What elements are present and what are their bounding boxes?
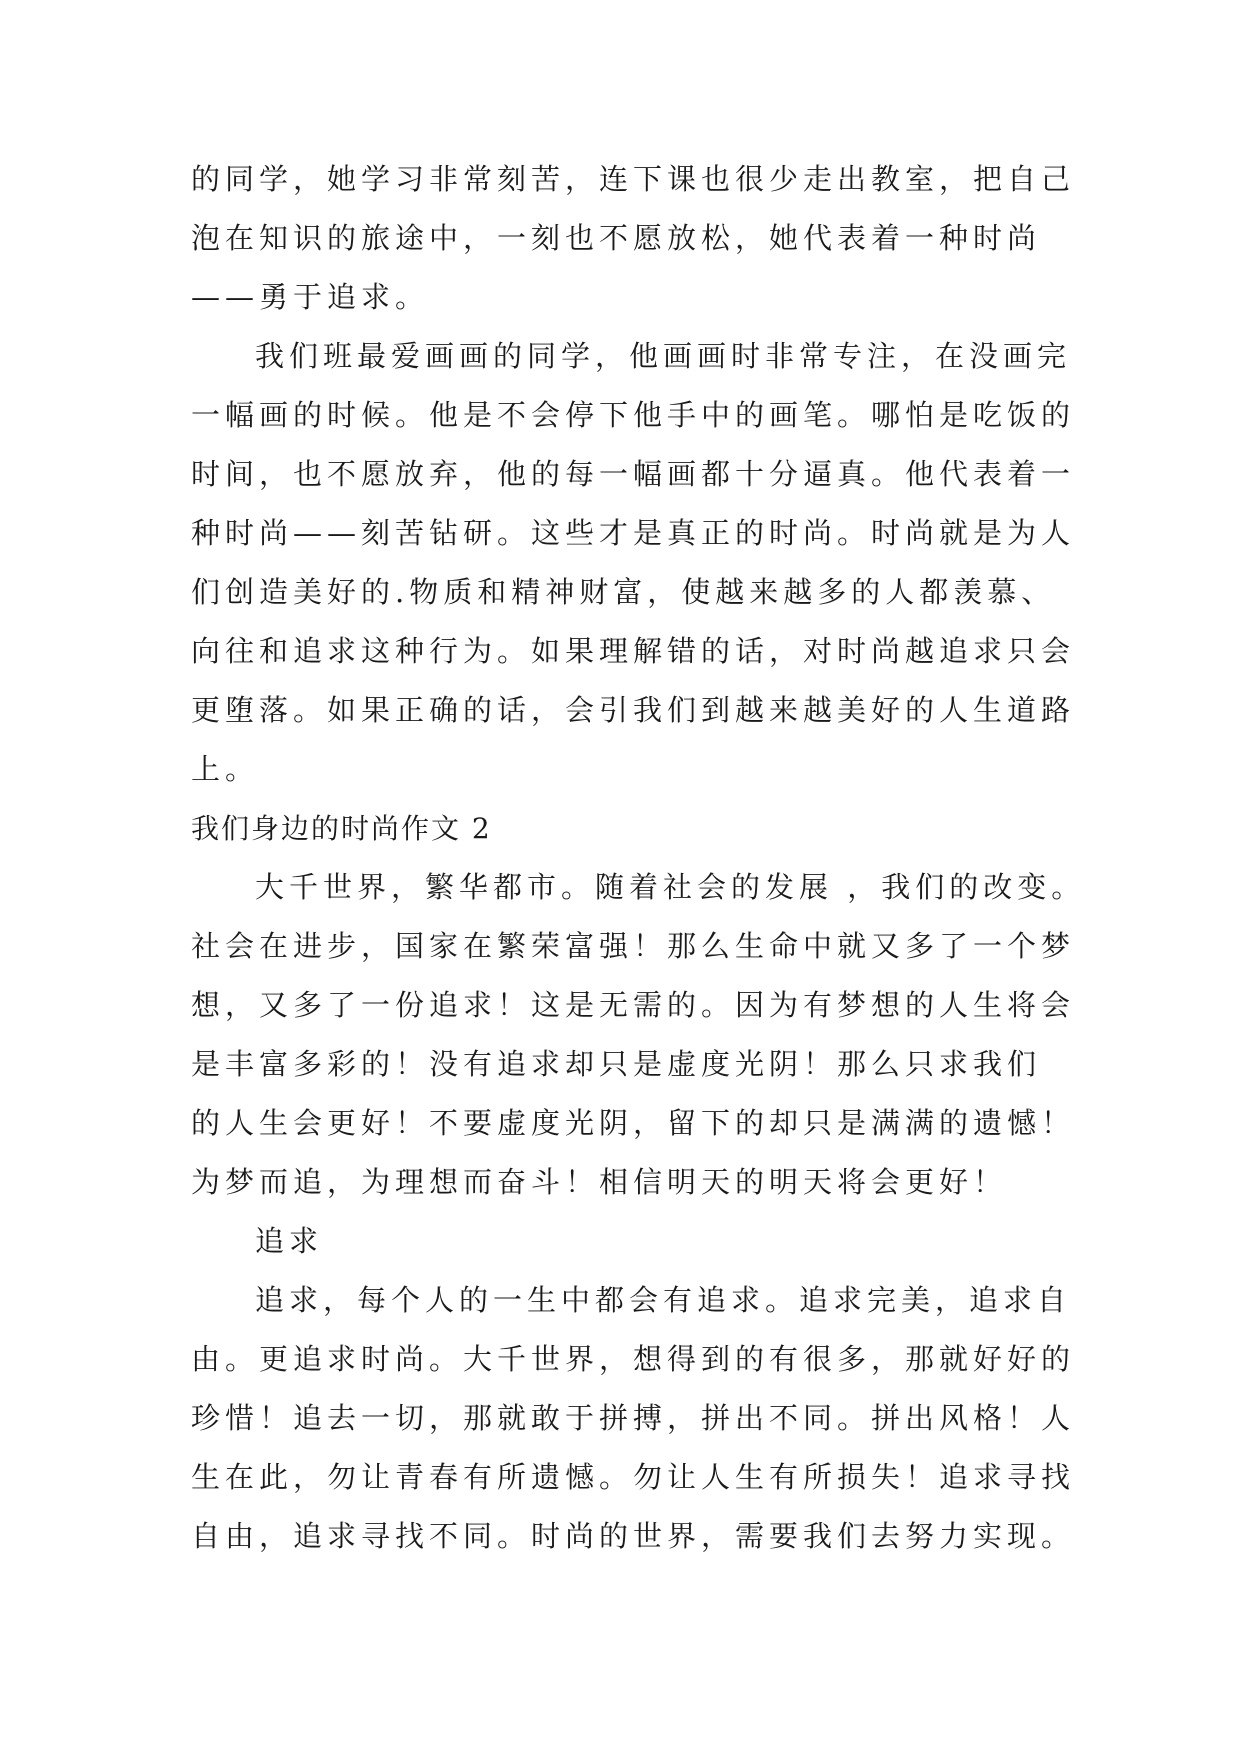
paragraph-2 bbox=[191, 327, 1076, 799]
text-line: 的同学，她学习非常刻苦，连下课也很少走出教室，把自己 bbox=[191, 162, 1076, 196]
text-line: 更堕落。如果正确的话，会引我们到越来越美好的人生道路 bbox=[191, 693, 1076, 727]
paragraph-3 bbox=[191, 858, 1086, 1212]
document-body bbox=[191, 150, 1086, 1566]
text-line: 种时尚——刻苦钻研。这些才是真正的时尚。时尚就是为人 bbox=[191, 516, 1076, 550]
text-line: 大千世界，繁华都市。随着社会的发展 ，我们的改变。 bbox=[255, 870, 1086, 904]
text-line: 我们班最爱画画的同学，他画画时非常专注，在没画完 bbox=[255, 339, 1072, 373]
text-line: 珍惜！追去一切，那就敢于拼搏，拼出不同。拼出风格！人 bbox=[191, 1401, 1076, 1435]
text-line: 们创造美好的.物质和精神财富，使越来越多的人都羡慕、 bbox=[191, 575, 1056, 609]
paragraph-4 bbox=[191, 1271, 1076, 1566]
text-line: 想，又多了一份追求！这是无需的。因为有梦想的人生将会 bbox=[191, 988, 1076, 1022]
text-line: 是丰富多彩的！没有追求却只是虚度光阴！那么只求我们 bbox=[191, 1047, 1042, 1081]
text-line: 生在此，勿让青春有所遗憾。勿让人生有所损失！追求寻找 bbox=[191, 1460, 1076, 1494]
text-line: 社会在进步，国家在繁荣富强！那么生命中就又多了一个梦 bbox=[191, 929, 1076, 963]
text-line: 向往和追求这种行为。如果理解错的话，对时尚越追求只会 bbox=[191, 634, 1076, 668]
text-line: 由。更追求时尚。大千世界，想得到的有很多，那就好好的 bbox=[191, 1342, 1076, 1376]
text-line: 泡在知识的旅途中，一刻也不愿放松，她代表着一种时尚 bbox=[191, 221, 1042, 255]
section-subtitle: 追求 bbox=[255, 1224, 324, 1258]
text-line: 时间，也不愿放弃，他的每一幅画都十分逼真。他代表着一 bbox=[191, 457, 1076, 491]
text-line: 一幅画的时候。他是不会停下他手中的画笔。哪怕是吃饭的 bbox=[191, 398, 1076, 432]
text-line: 自由，追求寻找不同。时尚的世界，需要我们去努力实现。 bbox=[191, 1519, 1076, 1553]
text-line: 追求，每个人的一生中都会有追求。追求完美，追求自 bbox=[255, 1283, 1072, 1317]
essay-heading: 我们身边的时尚作文 2 bbox=[191, 812, 492, 845]
text-line: 的人生会更好！不要虚度光阴，留下的却只是满满的遗憾！ bbox=[191, 1106, 1076, 1140]
text-line: ——勇于追求。 bbox=[191, 280, 430, 314]
text-line: 上。 bbox=[191, 752, 260, 786]
paragraph-1 bbox=[191, 150, 1076, 327]
text-line: 为梦而追，为理想而奋斗！相信明天的明天将会更好！ bbox=[191, 1165, 1008, 1199]
